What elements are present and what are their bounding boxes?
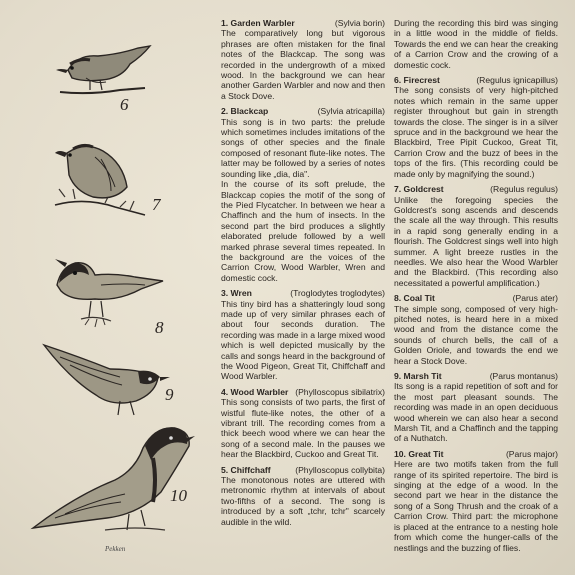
species-latin-name: (Parus major) (505, 448, 558, 459)
species-latin-name: (Phylloscopus collybita) (295, 464, 385, 475)
species-title: 4. Wood Warbler (221, 386, 289, 397)
species-title: 5. Chiffchaff (221, 464, 271, 475)
illustrator-signature: Pekken (105, 545, 126, 553)
species-entry (394, 184, 558, 288)
species-title: 1. Garden Warbler (221, 18, 295, 28)
species-title: 6. Firecrest (394, 75, 440, 86)
coal-tit-illustration (45, 245, 165, 330)
species-description: This song is in two parts: the prelude which sometimes includes imitations of the songs of other species and the finale composed of resonant flute-like notes. The latter may be followed by a series of notes sounding like „dia, dia". (221, 116, 385, 179)
species-heading (394, 293, 558, 303)
species-entry (394, 75, 558, 179)
text-column-left (221, 18, 385, 532)
plate-number-10: 10 (170, 486, 187, 505)
marsh-tit-illustration (40, 335, 175, 420)
species-title: 3. Wren (221, 288, 252, 299)
species-description: The comparatively long but vigorous phrases are often mistaken for the final notes of the Blackcap. The song was recorded in the undergrowth of a mixed wood. In the background we can hear another Garden Warbler and now and then a Stock Dove. (221, 28, 385, 101)
species-entry (221, 18, 385, 101)
species-title: 2. Blackcap (221, 106, 269, 117)
species-latin-name: (Sylvia atricapilla) (317, 106, 385, 117)
plate-number-8: 8 (155, 318, 164, 337)
species-latin-name: (Parus ater) (512, 293, 558, 304)
plate-number-9: 9 (165, 385, 174, 404)
species-description: Its song is a rapid repetition of soft and for the most part pleasant sounds. The recording was made in an open deciduous wood wherein we can also hear a second Marsh Tit, and a Chaffinch and the tapping of a Nuthatch. (394, 381, 558, 444)
species-description: The song consists of very high-pitched notes which remain in the same upper register throughout but gain in strength towards the close. The singer is in a silver spruce and in the background we hear the Blackbird, Tree Pipit Cuckoo, Great Tit, Carrion Crow and the buzz of bees in the tops of the firs. (This recording could be made only by magnifying the sound.) (394, 85, 558, 179)
species-title: 9. Marsh Tit (394, 371, 442, 381)
species-latin-name: (Phylloscopus sibilatrix) (295, 386, 385, 397)
species-latin-name: (Regulus ignicapillus) (476, 75, 558, 86)
species-entry (221, 288, 385, 382)
species-entry (394, 371, 558, 444)
species-title: 7. Goldcrest (394, 184, 444, 195)
species-entry (394, 18, 558, 70)
species-heading (221, 288, 385, 298)
species-heading (394, 184, 558, 194)
species-description: The monotonous notes are uttered with metronomic rhythm at intervals of about two-fifths of a second. The song is introduced by a soft „tchr, tchr" scarcely audible in the wild. (221, 475, 385, 527)
plate-number-7: 7 (152, 195, 161, 214)
species-description: During the recording this bird was singing in a little wood in the middle of fields. Towards the end we can hear the creaking of a Carrion Crow and the crowing of a domestic cock. (394, 18, 558, 70)
species-heading (394, 449, 558, 459)
text-column-right (394, 18, 558, 558)
species-entry (221, 106, 385, 283)
species-description: In the course of its soft prelude, the Blackcap copies the motif of the song of the Pied Flycatcher. In between we hear a Chaffinch and the hum of insects. In the second part the bird produces a slightly elaborated prelude followed by a well marked phrase several times repeated. In the background are the voices of the Carrion Crow, Wood Warbler, Wren and domestic cock. (221, 179, 385, 283)
species-description: This song consists of two parts, the first of wistful flute-like notes, the other of a vibrant trill. The recording comes from a thick beech wood where we can hear the song of a second male. In the pauses we hear the Blackbird, Cuckoo and Great Tit. (221, 397, 385, 460)
species-description: This tiny bird has a shatteringly loud song made up of very similar phrases each of about four seconds duration. The recording was made in a large mixed wood which is well depicted musically by the calls and songs heard in the background of the Wood Pigeon, Great Tit, Chiffchaff and Wood Warbler. (221, 298, 385, 382)
species-description: Here are two motifs taken from the full range of its spirited repertoire. The bird is singing at the edge of a wood. In the second part we hear in the distance the song of a Song Thrush and the croak of a Carrion Crow. Third part: the microphone is placed at the entrance to a nesting hole from which come the hunger-calls of the nestlings and the buzzing of flies. (394, 459, 558, 553)
species-title: 8. Coal Tit (394, 293, 435, 304)
species-latin-name: (Troglodytes troglodytes) (290, 288, 385, 299)
species-entry (394, 449, 558, 553)
species-latin-name: (Sylvia borin) (334, 18, 385, 28)
firecrest-illustration (50, 40, 160, 115)
goldcrest-illustration (45, 135, 155, 220)
species-heading (394, 75, 558, 85)
species-entry (394, 293, 558, 366)
species-heading (221, 106, 385, 116)
species-heading (221, 18, 385, 28)
plate-number-6: 6 (120, 95, 129, 114)
species-latin-name: (Parus montanus) (489, 371, 558, 381)
species-heading (221, 387, 385, 397)
species-entry (221, 387, 385, 460)
species-heading (394, 371, 558, 381)
species-title: 10. Great Tit (394, 448, 444, 459)
species-description: The simple song, composed of very high-pitched notes, is heard here in a mixed wood and from the distance come the sounds of church bells, the call of a Golden Oriole, and towards the end we hear a Stock Dove. (394, 303, 558, 366)
species-description: Unlike the foregoing species the Goldcrest's song ascends and descends the scale all the way through. This results in a rapid song generally ending in a flourish. The Goldcrest sings well into high summer. A light breeze rustles in the needles. We also hear the Wood Warbler and the Blackbird. (This recording also necessitated a powerful amplification.) (394, 194, 558, 288)
bird-illustrations (0, 0, 215, 575)
species-heading (221, 465, 385, 475)
species-latin-name: (Regulus regulus) (490, 184, 558, 195)
great-tit-illustration (25, 410, 195, 535)
species-entry (221, 465, 385, 527)
